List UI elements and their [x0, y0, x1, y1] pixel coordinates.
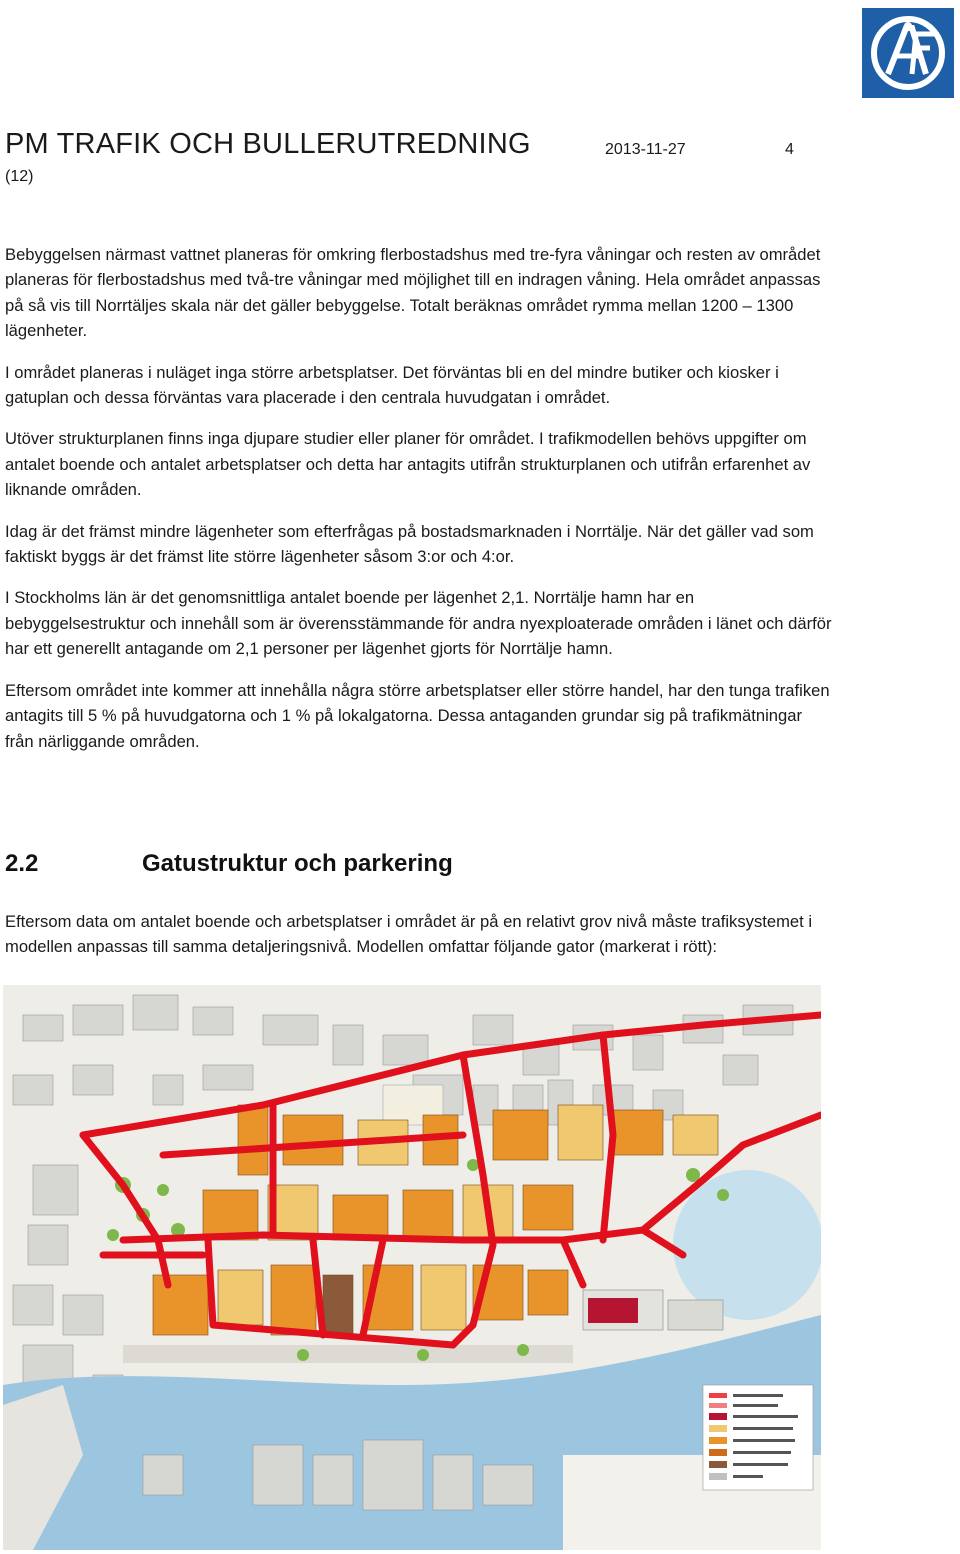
body-text — [5, 242, 835, 770]
paragraph: Bebyggelsen närmast vattnet planeras för omkring flerbostadshus med tre-fyra våningar och resten av området planeras för flerbostadshus med två-tre våningar med möjlighet till en indragen våning. Hela området anpassas på så vis till Norrtäljes skala när det gäller bebyggelse. Totalt beräknas området rymma mellan 1200 – 1300 lägenheter. — [5, 245, 821, 341]
section-number: 2.2 — [5, 850, 39, 877]
paragraph: Eftersom området inte kommer att innehålla några större arbetsplatser eller större handel, har den tunga trafiken antagits till 5 % på huvudgatorna och 1 % på lokalgatorna. Dessa antaganden grundar sig på trafikmätningar från närliggande områden. — [5, 680, 830, 751]
paragraph: Idag är det främst mindre lägenheter som efterfrågas på bostadsmarknaden i Norrtälje. När det gäller vad som faktiskt byggs är det främst lite större lägenheter såsom 3:or och 4:or. — [5, 521, 814, 567]
document-date: 2013-11-27 — [605, 141, 686, 158]
paragraph: Utöver strukturplanen finns inga djupare studier eller planer för området. I trafikmodellen behövs uppgifter om antalet boende och antalet arbetsplatser och detta har antagits utifrån strukturplanen och utifrån erfarenhet av liknande områden. — [5, 429, 811, 500]
street-structure-map — [3, 985, 821, 1550]
document-title: PM TRAFIK OCH BULLERUTREDNING — [5, 128, 531, 160]
section-paragraph: Eftersom data om antalet boende och arbetsplatser i området är på en relativt grov nivå måste trafiksystemet i modellen anpassas till samma detaljeringsnivå. Modellen omfattar följande gator (markerat i rött): — [5, 912, 813, 957]
section-title: Gatustruktur och parkering — [142, 850, 453, 877]
company-logo-icon — [862, 8, 954, 98]
section-heading — [5, 850, 453, 878]
page-count: (12) — [5, 168, 34, 185]
paragraph: I Stockholms län är det genomsnittliga antalet boende per lägenhet 2,1. Norrtälje hamn har en bebyggelsestruktur och innehåll som är överensstämmande för andra nyexploaterade områden i länet och därför har ett generellt antagande om 2,1 personer per lägenhet gjorts för Norrtälje hamn. — [5, 588, 832, 659]
paragraph: I området planeras i nuläget inga större arbetsplatser. Det förväntas bli en del mindre butiker och kiosker i gatuplan och dessa förväntas vara placerade i den centrala huvudgatan i området. — [5, 362, 779, 408]
page-number: 4 — [785, 141, 794, 158]
